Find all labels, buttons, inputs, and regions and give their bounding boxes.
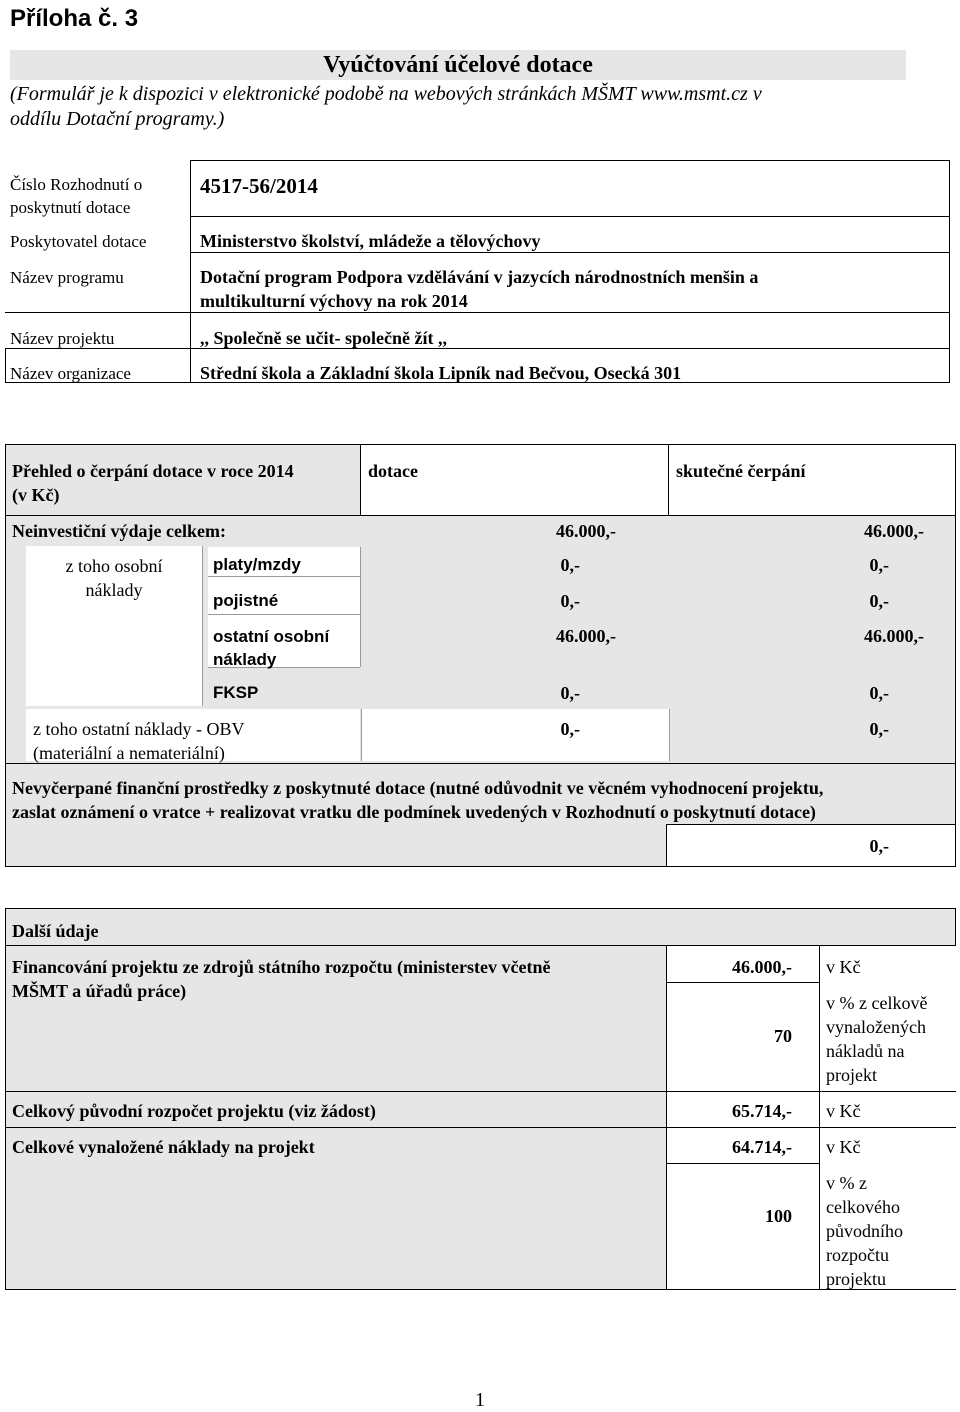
- costs-unit: v Kč: [826, 1137, 861, 1157]
- noninvest-cerpani: 46.000,-: [864, 521, 924, 541]
- financing-label: Financování projektu ze zdrojů státního rozpočtu (ministerstev včetně MŠMT a úřadů práce): [12, 957, 551, 1001]
- budget-value: 65.714,-: [732, 1101, 792, 1121]
- organization-label: Název organizace: [10, 364, 131, 383]
- page-number: 1: [475, 1389, 485, 1411]
- budget-unit: v Kč: [826, 1101, 861, 1121]
- annex-label: Příloha č. 3: [10, 5, 139, 32]
- row-cerpani-fksp: 0,-: [869, 683, 889, 703]
- unused-funds-value: 0,-: [869, 836, 889, 856]
- row-dotace-pojistne: 0,-: [560, 591, 580, 611]
- provider-label: Poskytovatel dotace: [10, 232, 147, 251]
- subtitle-line-2: oddílu Dotační programy.): [10, 108, 225, 130]
- row-dotace-fksp: 0,-: [560, 683, 580, 703]
- costs-percent: 100: [765, 1206, 792, 1226]
- column-dotace: dotace: [368, 461, 418, 481]
- project-value: ,, Společně se učit- společně žít ,,: [200, 328, 447, 348]
- noninvest-label: Neinvestiční výdaje celkem:: [12, 521, 226, 541]
- row-cerpani-platy: 0,-: [869, 555, 889, 575]
- column-skutecne-cerpani: skutečné čerpání: [676, 461, 806, 481]
- financing-percent: 70: [774, 1026, 792, 1046]
- financing-unit: v Kč: [826, 957, 861, 977]
- financing-percent-unit: v % z celkově vynaložených nákladů na projekt: [826, 993, 928, 1085]
- subtitle-line-1: (Formulář je k dispozici v elektronické podobě na webových stránkách MŠMT www.msmt.cz v: [10, 83, 762, 105]
- noninvest-dotace: 46.000,-: [556, 521, 616, 541]
- row-dotace-platy: 0,-: [560, 555, 580, 575]
- row-cerpani-pojistne: 0,-: [869, 591, 889, 611]
- overview-header: Přehled o čerpání dotace v roce 2014 (v Kč): [12, 461, 294, 505]
- row-label-ostatni: ostatní osobní náklady: [213, 627, 330, 669]
- obv-dotace: 0,-: [560, 719, 580, 739]
- costs-value: 64.714,-: [732, 1137, 792, 1157]
- financing-value: 46.000,-: [732, 957, 792, 977]
- costs-label: Celkové vynaložené náklady na projekt: [12, 1137, 315, 1157]
- other-data-header: Další údaje: [12, 921, 99, 941]
- provider-value: Ministerstvo školství, mládeže a tělovýchovy: [200, 231, 541, 251]
- project-label: Název projektu: [10, 329, 115, 348]
- unused-funds-text: Nevyčerpané finanční prostředky z poskytnuté dotace (nutné odůvodnit ve věcném vyhodnocení projektu, zaslat oznámení o vratce + realizovat vratku dle podmínek uvedených v Rozhodnutí o poskytnutí dotace): [12, 778, 824, 822]
- obv-cerpani: 0,-: [869, 719, 889, 739]
- budget-label: Celkový původní rozpočet projektu (viz žádost): [12, 1101, 376, 1121]
- obv-label: z toho ostatní náklady - OBV (materiální a nemateriální): [33, 719, 245, 763]
- row-dotace-ostatni: 46.000,-: [556, 626, 616, 646]
- organization-value: Střední škola a Základní škola Lipník nad Bečvou, Osecká 301: [200, 363, 682, 383]
- program-label: Název programu: [10, 268, 124, 287]
- row-label-platy: platy/mzdy: [213, 555, 301, 574]
- row-cerpani-ostatni: 46.000,-: [864, 626, 924, 646]
- personal-costs-label: z toho osobní náklady: [65, 556, 163, 600]
- costs-percent-unit: v % z celkového původního rozpočtu projektu: [826, 1173, 904, 1289]
- row-label-pojistne: pojistné: [213, 591, 279, 610]
- page-title: Vyúčtování účelové dotace: [323, 52, 593, 78]
- program-value: Dotační program Podpora vzdělávání v jazycích národnostních menšin a multikulturní výchovy na rok 2014: [200, 267, 759, 311]
- decision-value: 4517-56/2014: [200, 174, 318, 198]
- decision-label: Číslo Rozhodnutí o poskytnutí dotace: [10, 175, 143, 217]
- row-label-fksp: FKSP: [213, 683, 259, 702]
